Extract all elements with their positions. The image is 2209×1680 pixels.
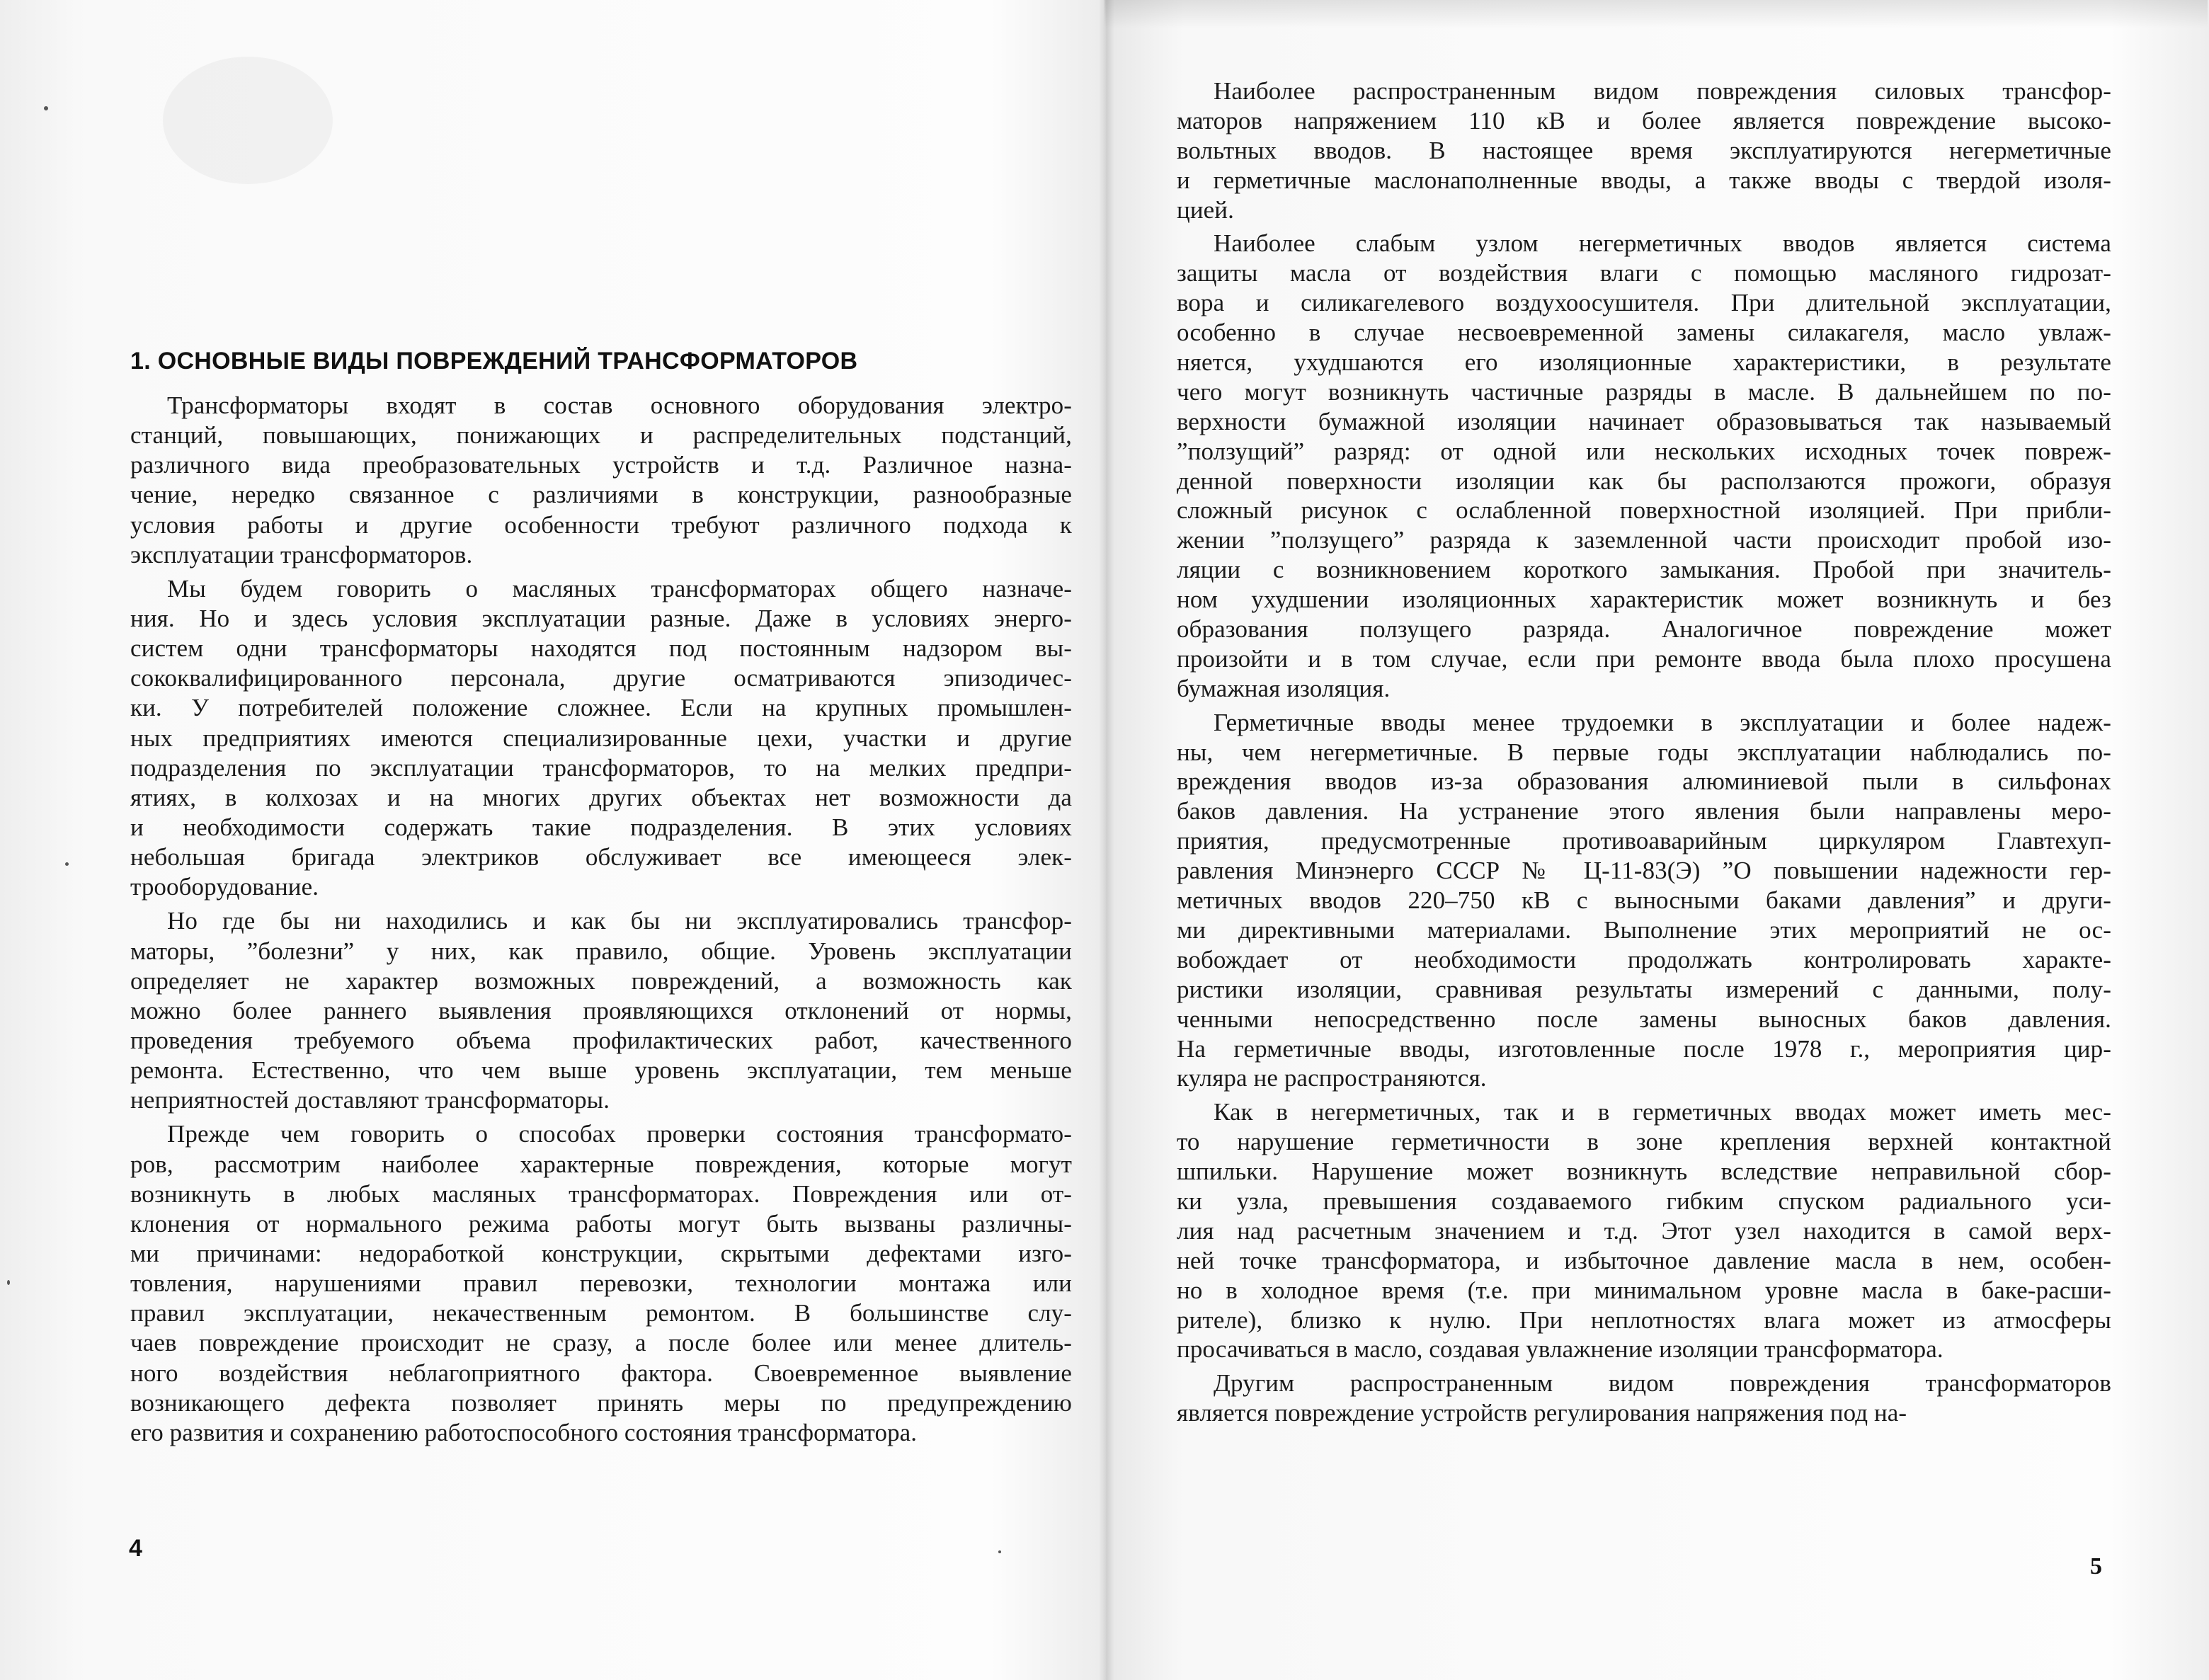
scan-speck bbox=[44, 106, 48, 110]
text-line: ми директивными материалами. Выполнение этих мероприятий не ос- bbox=[1177, 915, 2111, 944]
text-line: Наиболее слабым узлом негерметичных вводов является система bbox=[1214, 229, 2111, 258]
text-line: неприятностей доставляют трансформаторы. bbox=[130, 1086, 610, 1114]
text-line: чего могут возникнуть частичные разряды в масле. В дальнейшем по по- bbox=[1177, 377, 2111, 406]
text-line: баков давления. На устранение этого явления были направлены меро- bbox=[1177, 797, 2111, 825]
text-line: вобождает от необходимости продолжать контролировать характе- bbox=[1177, 945, 2111, 973]
text-line: клонения от нормального режима работы могут быть вызваны различны- bbox=[130, 1209, 1072, 1238]
page-number-left: 4 bbox=[129, 1535, 142, 1562]
text-line: ятиях, в колхозах и на многих других объектах нет возможности да bbox=[130, 783, 1072, 811]
text-line: различного вида преобразовательных устройств и т.д. Различное назна- bbox=[130, 451, 1072, 479]
chapter-title: 1. ОСНОВНЫЕ ВИДЫ ПОВРЕЖДЕНИЙ ТРАНСФОРМАТОРОВ bbox=[130, 348, 858, 375]
text-line: является повреждение устройств регулирования напряжения под на- bbox=[1177, 1399, 1907, 1427]
text-line: подразделения по эксплуатации трансформаторов, то на мелких предпри- bbox=[130, 753, 1072, 782]
scan-shadow bbox=[1104, 0, 2208, 28]
text-line: систем одни трансформаторы находятся под постоянным надзором вы- bbox=[130, 634, 1072, 663]
right-page-text bbox=[1177, 76, 2111, 1428]
text-line: вольтных вводов. В настоящее время эксплуатируются негерметичные bbox=[1177, 136, 2111, 164]
scan-speck bbox=[998, 1550, 1001, 1553]
text-line: ляции с возникновением короткого замыкания. Пробой при значитель- bbox=[1177, 556, 2111, 584]
page-number-right: 5 bbox=[2090, 1553, 2102, 1579]
text-line: ремонта. Естественно, что чем выше уровень эксплуатации, тем меньше bbox=[130, 1056, 1072, 1085]
text-line: ченными непосредственно после замены выносных баков давления. bbox=[1177, 1005, 2111, 1033]
text-line: маторов напряжением 110 кВ и более является повреждение высоко- bbox=[1177, 106, 2111, 135]
text-line: Прежде чем говорить о способах проверки состояния трансформато- bbox=[167, 1120, 1072, 1148]
text-line: и герметичные маслонаполненные вводы, а также вводы с твердой изоля- bbox=[1177, 166, 2111, 194]
text-line: чаев повреждение происходит не сразу, а после более или менее длитель- bbox=[130, 1329, 1072, 1357]
text-line: маторы, ”болезни” у них, как правило, общие. Уровень эксплуатации bbox=[130, 937, 1072, 965]
text-line: можно более раннего выявления проявляющихся отклонений от нормы, bbox=[130, 996, 1072, 1024]
scan-smudge bbox=[163, 57, 333, 184]
text-line: ”ползущий” разряд: от одной или нескольких исходных точек повреж- bbox=[1177, 437, 2111, 465]
text-line: небольшая бригада электриков обслуживает все имеющееся элек- bbox=[130, 843, 1072, 872]
text-line: денной поверхности изоляции как бы расползаются прожоги, образуя bbox=[1177, 467, 2111, 495]
left-page-text bbox=[130, 391, 1072, 1448]
text-line: трооборудование. bbox=[130, 873, 319, 901]
text-line: сококвалифицированного персонала, другие осматриваются эпизодичес- bbox=[130, 664, 1072, 692]
text-line: вора и силикагелевого воздухоосушителя. При длительной эксплуатации, bbox=[1177, 289, 2111, 317]
text-line: ней точке трансформатора, и избыточное давление масла в нем, особен- bbox=[1177, 1246, 2111, 1274]
text-line: возникающего дефекта позволяет принять меры по предупреждению bbox=[130, 1388, 1072, 1417]
text-line: Герметичные вводы менее трудоемки в эксплуатации и более надеж- bbox=[1214, 708, 2111, 736]
text-line: защиты масла от воздействия влаги с помощью масляного гидрозат- bbox=[1177, 259, 2111, 287]
text-line: то нарушение герметичности в зоне крепления верхней контактной bbox=[1177, 1128, 2111, 1156]
text-line: образования ползущего разряда. Аналогичное повреждение может bbox=[1177, 615, 2111, 644]
text-line: жении ”ползущего” разряда к заземленной части происходит пробой изо- bbox=[1177, 526, 2111, 554]
text-line: особенно в случае несвоевременной замены силакагеля, масло увлаж- bbox=[1177, 319, 2111, 347]
text-line: Как в негерметичных, так и в герметичных вводах может иметь мес- bbox=[1214, 1098, 2111, 1126]
text-line: ки. У потребителей положение сложнее. Если на крупных промышлен- bbox=[130, 694, 1072, 722]
text-line: Мы будем говорить о масляных трансформаторах общего назначе- bbox=[167, 574, 1072, 602]
text-line: правил эксплуатации, некачественным ремонтом. В большинстве слу- bbox=[130, 1299, 1072, 1327]
text-line: его развития и сохранению работоспособного состояния трансформатора. bbox=[130, 1418, 918, 1446]
text-line: Наиболее распространенным видом повреждения силовых трансфор- bbox=[1214, 77, 2111, 105]
text-line: определяет не характер возможных повреждений, а возможность как bbox=[130, 966, 1072, 995]
text-line: ных предприятиях имеются специализированные цехи, участки и другие bbox=[130, 724, 1072, 752]
text-line: ного воздействия неблагоприятного фактора. Своевременное выявление bbox=[130, 1359, 1072, 1387]
text-line: ны, чем негерметичные. В первые годы эксплуатации наблюдались по- bbox=[1177, 738, 2111, 766]
right-page bbox=[1106, 0, 2209, 1680]
text-line: чение, нередко связанное с различиями в конструкции, разнообразные bbox=[130, 481, 1072, 509]
text-line: просачиваться в масло, создавая увлажнение изоляции трансформатора. bbox=[1177, 1335, 1943, 1364]
text-line: сложный рисунок с ослабленной поверхностной изоляцией. При прибли- bbox=[1177, 496, 2111, 525]
book-gutter bbox=[1099, 0, 1114, 1680]
text-line: равления Минэнерго СССР № Ц-11-83(Э) ”О повышении надежности гер- bbox=[1177, 857, 2111, 885]
text-line: но в холодное время (т.е. при минимальном уровне масла в баке-расши- bbox=[1177, 1276, 2111, 1304]
text-line: ния. Но и здесь условия эксплуатации разные. Даже в условиях энерго- bbox=[130, 604, 1072, 632]
text-line: произойти и в том случае, если при ремонте ввода была плохо просушена bbox=[1177, 644, 2111, 673]
text-line: ристики изоляции, сравнивая результаты измерений с данными, полу- bbox=[1177, 975, 2111, 1003]
text-line: ров, рассмотрим наиболее характерные повреждения, которые могут bbox=[130, 1150, 1072, 1178]
text-line: няется, ухудшаются его изоляционные характеристики, в результате bbox=[1177, 348, 2111, 377]
text-line: лия над расчетным значением и т.д. Этот узел находится в самой верх- bbox=[1177, 1216, 2111, 1245]
text-line: возникнуть в любых масляных трансформаторах. Повреждения или от- bbox=[130, 1179, 1072, 1208]
scan-speck bbox=[7, 1280, 10, 1285]
text-line: эксплуатации трансформаторов. bbox=[130, 540, 473, 568]
text-line: и необходимости содержать такие подразделения. В этих условиях bbox=[130, 813, 1072, 841]
text-line: станций, повышающих, понижающих и распределительных подстанций, bbox=[130, 421, 1072, 450]
text-line: ми причинами: недоработкой конструкции, скрытыми дефектами изго- bbox=[130, 1239, 1072, 1267]
text-line: ки узла, превышения создаваемого гибким спуском радиального уси- bbox=[1177, 1187, 2111, 1215]
text-line: проведения требуемого объема профилактических работ, качественного bbox=[130, 1026, 1072, 1054]
text-line: приятия, предусмотренные противоаварийным циркуляром Главтехуп- bbox=[1177, 827, 2111, 855]
text-line: бумажная изоляция. bbox=[1177, 674, 1391, 702]
text-line: вреждения вводов из-за образования алюминиевой пыли в сильфонах bbox=[1177, 767, 2111, 796]
text-line: На герметичные вводы, изготовленные после 1978 г., мероприятия цир- bbox=[1177, 1034, 2111, 1063]
scan-speck bbox=[65, 862, 69, 866]
text-line: товления, нарушениями правил перевозки, технологии монтажа или bbox=[130, 1269, 1072, 1298]
text-line: Трансформаторы входят в состав основного оборудования электро- bbox=[167, 392, 1072, 419]
text-line: ном ухудшении изоляционных характеристик может возникнуть и без bbox=[1177, 585, 2111, 614]
text-line: Но где бы ни находились и как бы ни эксплуатировались трансфор- bbox=[167, 907, 1072, 935]
text-line: Другим распространенным видом повреждения трансформаторов bbox=[1214, 1369, 2111, 1398]
text-line: условия работы и другие особенности требуют различного подхода к bbox=[130, 510, 1072, 539]
text-line: рителе), близко к нулю. При неплотностях влага может из атмосферы bbox=[1177, 1305, 2111, 1334]
text-line: куляра не распространяются. bbox=[1177, 1064, 1487, 1092]
text-line: метичных вводов 220–750 кВ с выносными баками давления” и други- bbox=[1177, 886, 2111, 915]
text-line: цией. bbox=[1177, 195, 1234, 224]
text-line: шпильки. Нарушение может возникнуть вследствие неправильной сбор- bbox=[1177, 1158, 2111, 1186]
text-line: верхности бумажной изоляции начинает образовываться так называемый bbox=[1177, 407, 2111, 435]
